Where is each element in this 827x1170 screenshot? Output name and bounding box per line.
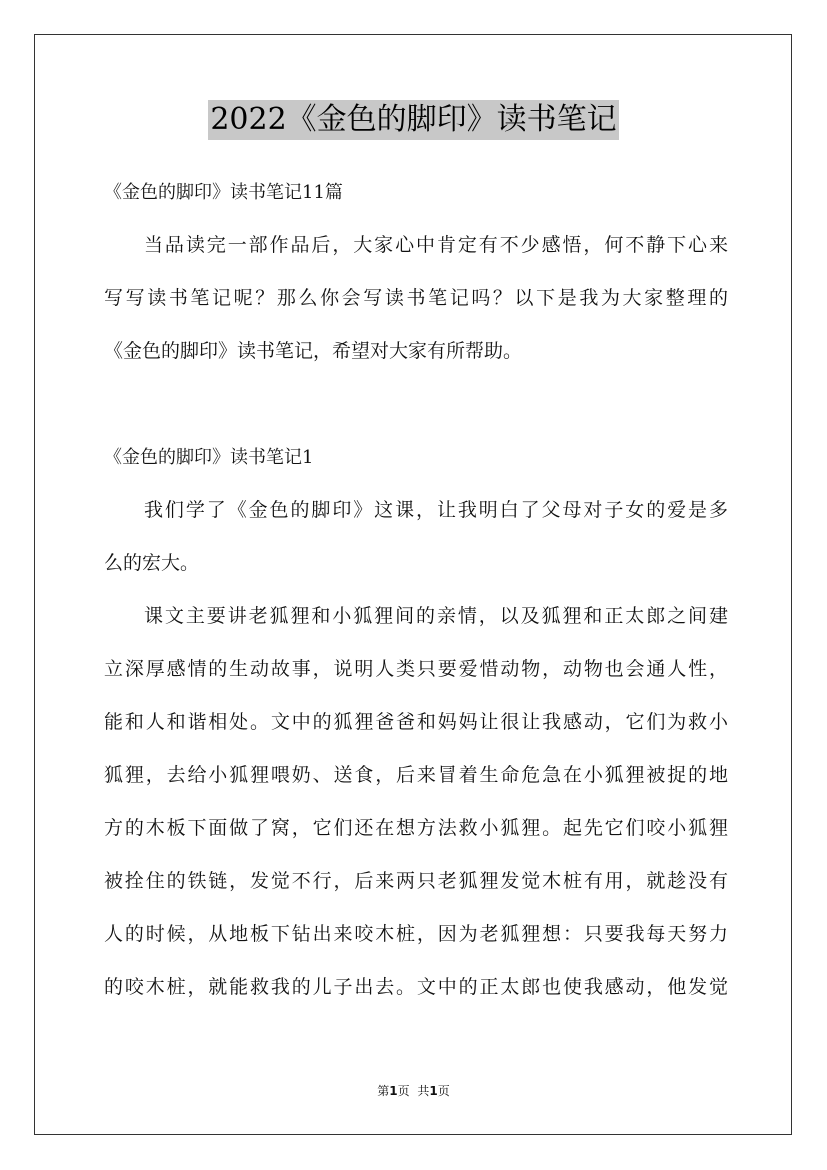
footer-page-suffix: 页 <box>397 1084 410 1098</box>
footer-page-total: 1 <box>429 1084 438 1098</box>
paragraph-line: 课文主要讲老狐狸和小狐狸间的亲情，以及狐狸和正太郎之间建 <box>144 605 728 627</box>
title-container <box>0 100 827 140</box>
paragraph-line: 立深厚感情的生动故事，说明人类只要爱惜动物，动物也会通人性， <box>104 658 728 680</box>
document-body <box>104 166 728 1014</box>
intro-line: 《金色的脚印》读书笔记，希望对大家有所帮助。 <box>104 340 523 362</box>
document-title: 2022《金色的脚印》读书笔记 <box>208 100 618 140</box>
footer-page-prefix: 第 <box>377 1084 390 1098</box>
page-footer <box>0 1082 827 1099</box>
paragraph-line: 狐狸，去给小狐狸喂奶、送食，后来冒着生命危急在小狐狸被捉的地 <box>104 764 728 786</box>
paragraph-gap <box>104 378 728 431</box>
paragraph-line: 我们学了《金色的脚印》这课，让我明白了父母对子女的爱是多 <box>144 499 728 521</box>
intro-line: 当品读完一部作品后，大家心中肯定有不少感悟，何不静下心来 <box>144 234 728 256</box>
paragraph-line: 方的木板下面做了窝，它们还在想方法救小狐狸。起先它们咬小狐狸 <box>104 817 728 839</box>
paragraph-line: 的咬木桩，就能救我的儿子出去。文中的正太郎也使我感动，他发觉 <box>104 976 728 998</box>
intro-line: 写写读书笔记呢？那么你会写读书笔记吗？以下是我为大家整理的 <box>104 287 728 309</box>
footer-total-prefix: 共 <box>417 1084 430 1098</box>
footer-total-suffix: 页 <box>437 1084 450 1098</box>
document-subtitle: 《金色的脚印》读书笔记11篇 <box>104 182 343 203</box>
footer-page-current: 1 <box>389 1084 398 1098</box>
section-heading: 《金色的脚印》读书笔记1 <box>104 447 314 468</box>
paragraph-line: 能和人和谐相处。文中的狐狸爸爸和妈妈让很让我感动，它们为救小 <box>104 711 728 733</box>
paragraph-line: 人的时候，从地板下钻出来咬木桩，因为老狐狸想：只要我每天努力 <box>104 923 728 945</box>
paragraph-line: 么的宏大。 <box>104 552 200 574</box>
paragraph-line: 被拴住的铁链，发觉不行，后来两只老狐狸发觉木桩有用，就趁没有 <box>104 870 728 892</box>
